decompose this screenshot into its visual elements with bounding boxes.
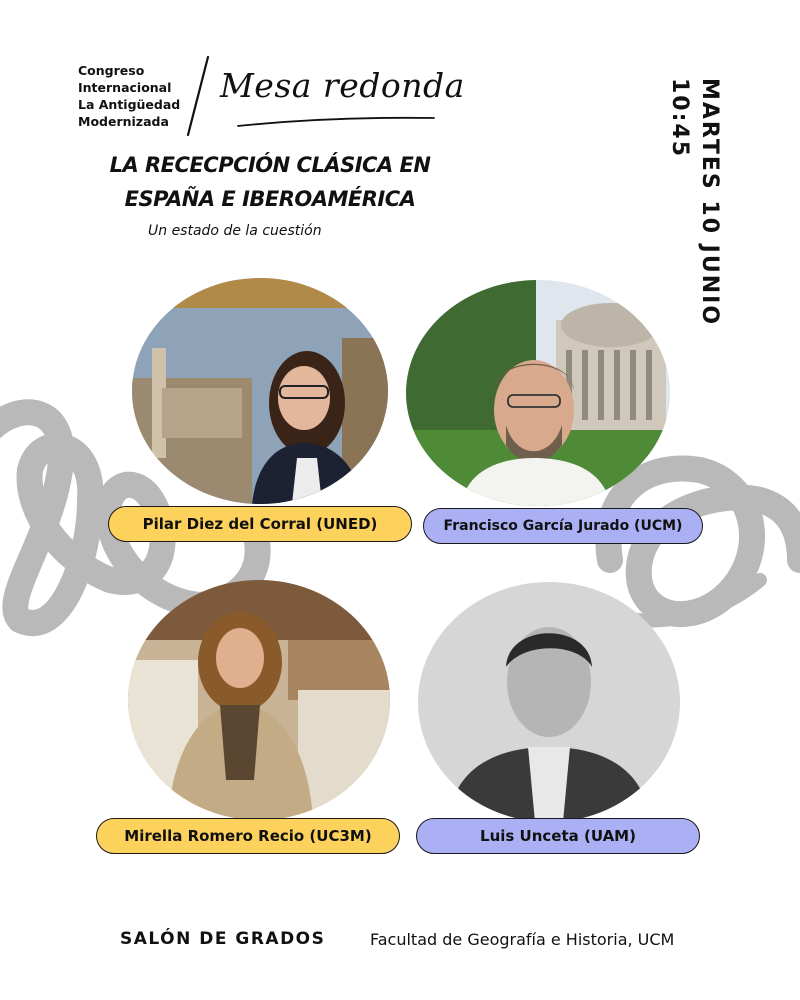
- event-title-line-2: ESPAÑA E IBEROAMÉRICA: [124, 187, 416, 211]
- event-format-heading: Mesa redonda: [220, 66, 465, 105]
- speaker-name-badge: Luis Unceta (UAM): [416, 818, 700, 854]
- speaker-photo-mirella: [128, 580, 390, 820]
- congress-line: Congreso: [78, 63, 145, 78]
- event-title-line-1: LA RECECPCIÓN CLÁSICA EN: [109, 153, 431, 177]
- venue-location: Facultad de Geografía e Historia, UCM: [370, 930, 675, 949]
- congress-line: La Antigüedad: [78, 97, 181, 112]
- speaker-photo-pilar: [132, 278, 388, 504]
- speaker-name-badge: Francisco García Jurado (UCM): [423, 508, 703, 544]
- speaker-photo-francisco: [406, 280, 670, 506]
- venue-name: SALÓN DE GRADOS: [120, 929, 326, 949]
- congress-name: [78, 62, 180, 130]
- event-time: 10:45: [667, 78, 692, 159]
- speaker-photo-luis: [418, 582, 680, 822]
- event-subtitle: Un estado de la cuestión: [148, 223, 322, 239]
- event-date: [664, 78, 724, 326]
- congress-line: Internacional: [78, 80, 172, 95]
- speaker-name-badge: Mirella Romero Recio (UC3M): [96, 818, 400, 854]
- congress-line: Modernizada: [78, 114, 169, 129]
- divider-slash: [184, 55, 212, 137]
- speaker-name-badge: Pilar Diez del Corral (UNED): [108, 506, 412, 542]
- heading-underline: [236, 112, 436, 130]
- event-day: MARTES 10 JUNIO: [697, 78, 722, 327]
